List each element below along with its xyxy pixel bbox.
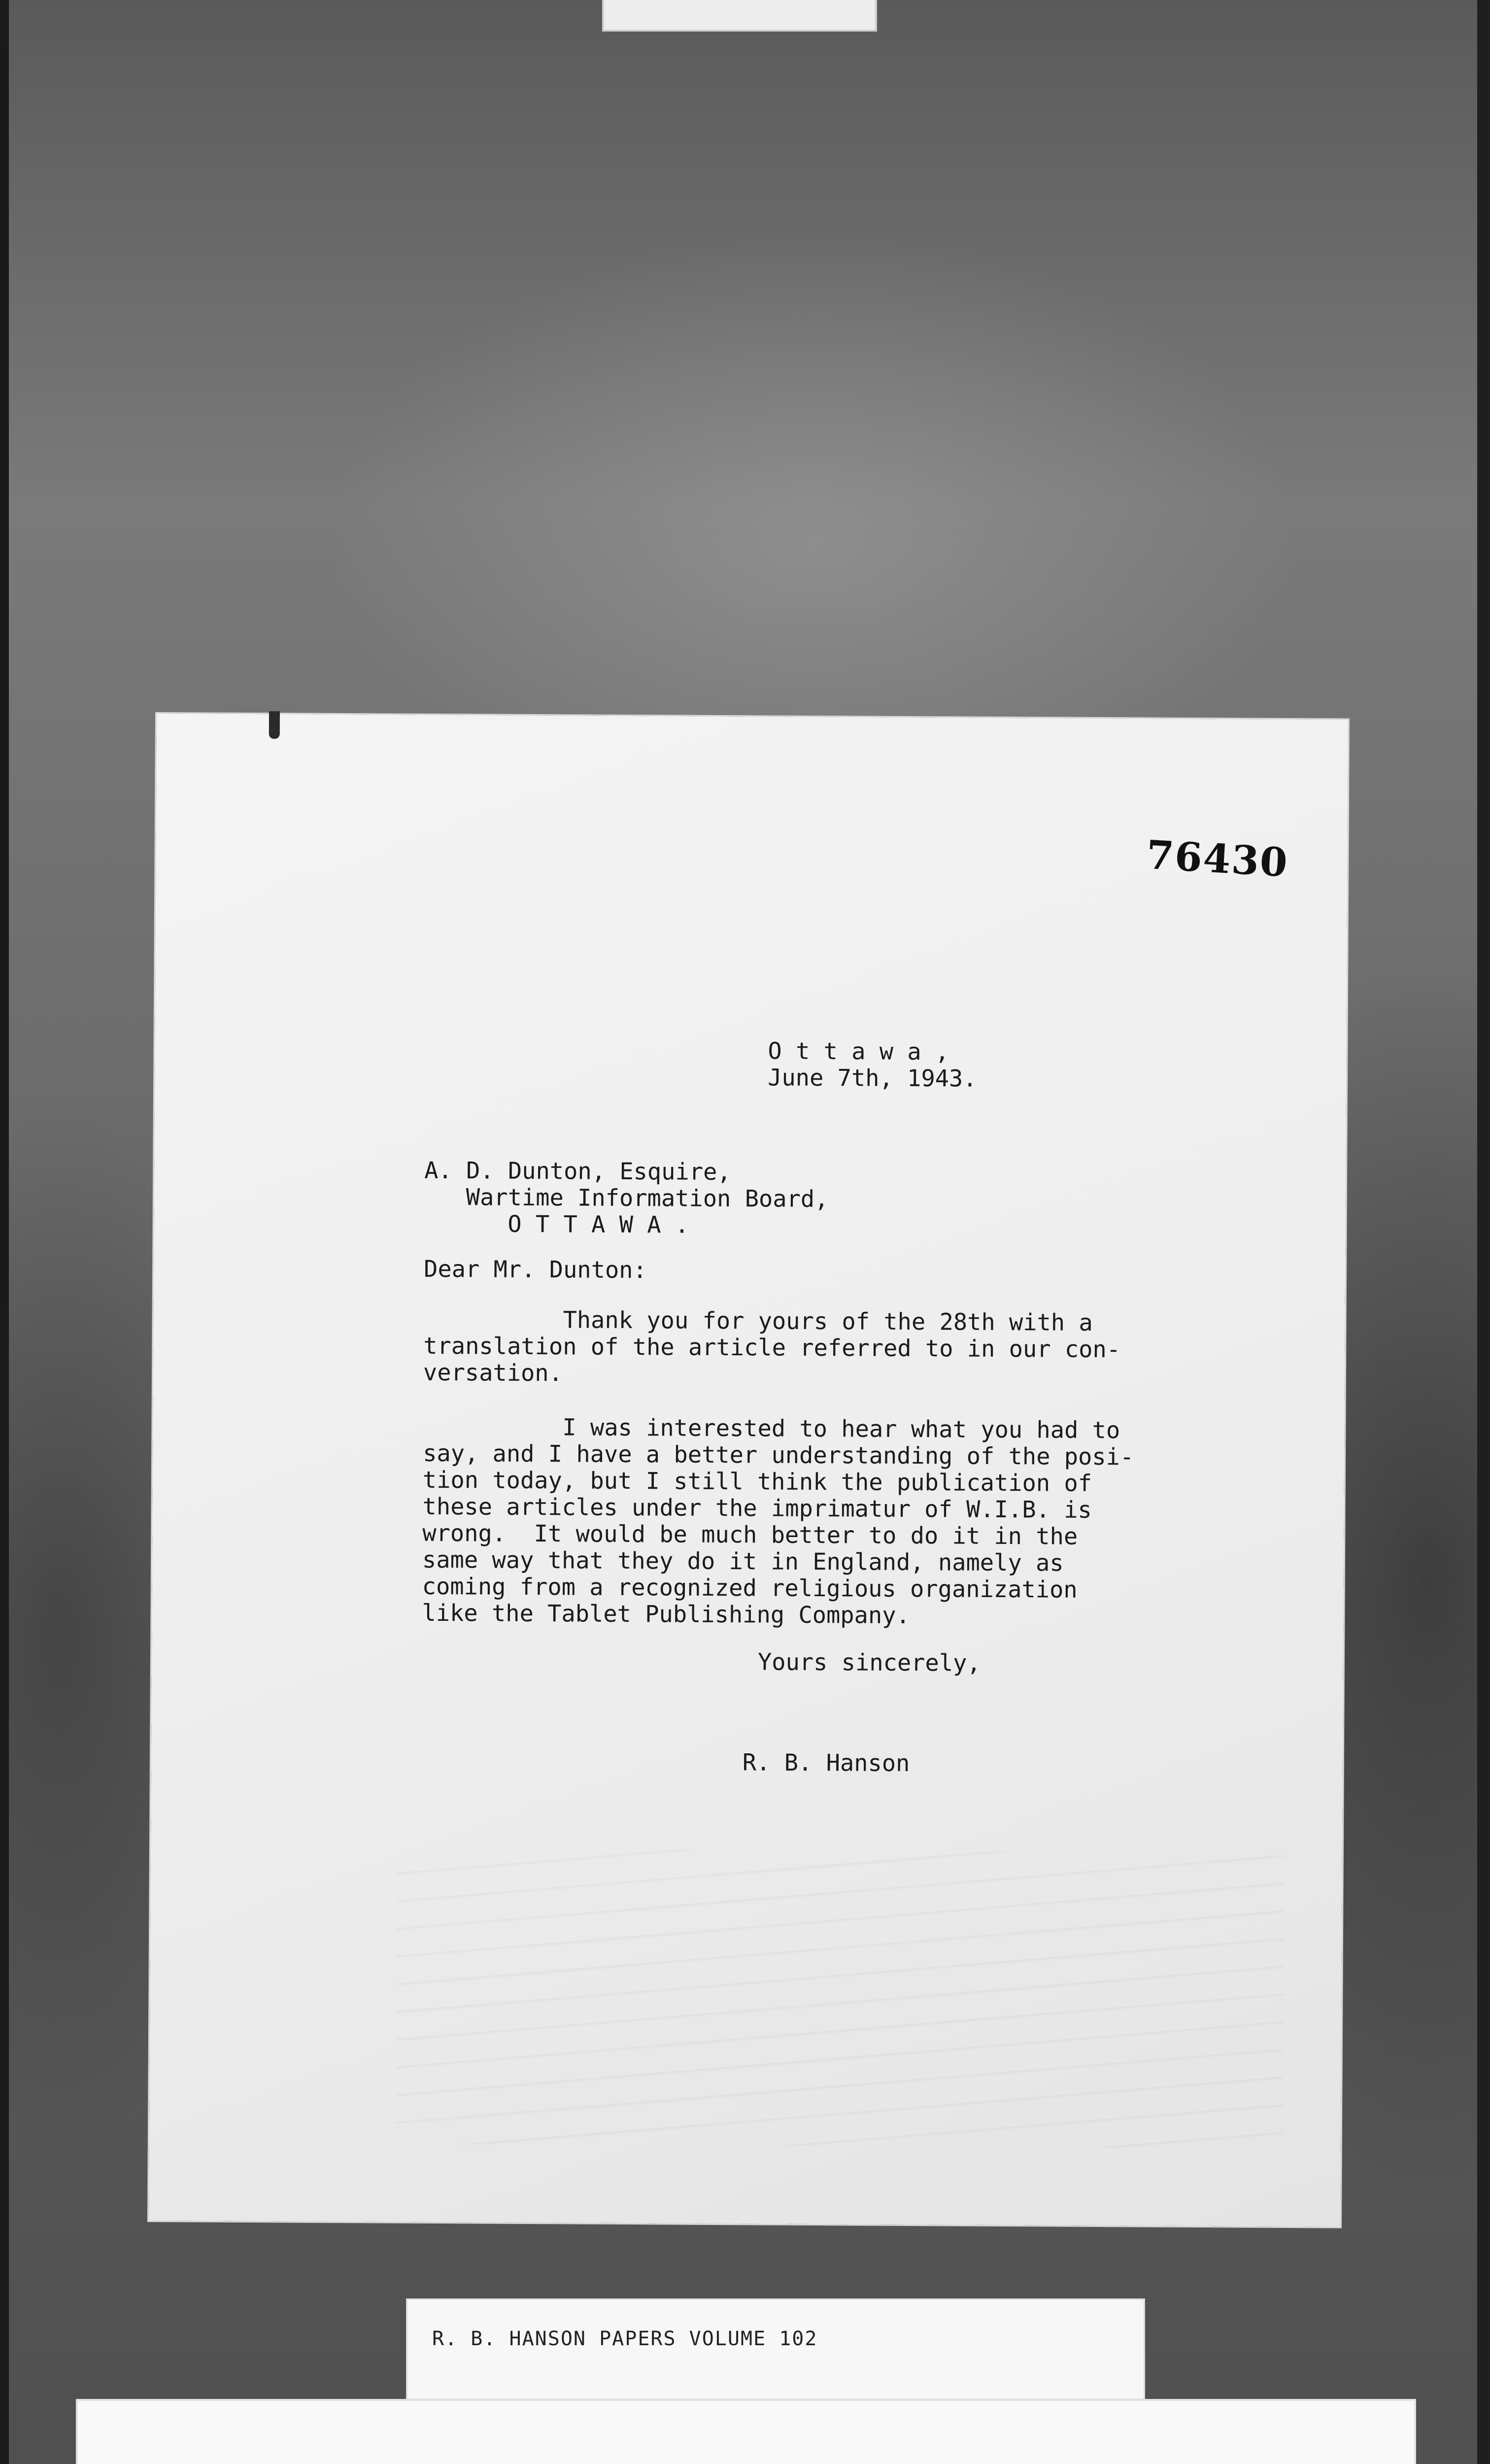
closing: Yours sincerely, bbox=[757, 1648, 981, 1677]
series-label-text: R. B. HANSON PAPERS VOLUME 102 bbox=[432, 2327, 818, 2350]
film-edge-right bbox=[1477, 0, 1490, 2464]
show-through-texture bbox=[396, 1848, 1284, 2149]
signature: R. B. Hanson bbox=[742, 1749, 910, 1778]
staple-notch bbox=[269, 711, 280, 739]
top-mount-tab bbox=[602, 0, 877, 32]
archive-identification-card bbox=[76, 2399, 1416, 2464]
body-paragraph-2: I was interested to hear what you had to say, and I have a better understanding of the posi- tion today, but I still think the publication of these articles under the imprimatur of W.I.B. is wrong. It would be much better to do it in the same way that they do it in England, namely as coming from a recognized religious organization like the Tablet Publishing Company. bbox=[422, 1413, 1134, 1630]
recipient-address: A. D. Dunton, Esquire, Wartime Information Board, O T T A W A . bbox=[424, 1157, 829, 1239]
document-number-stamp: 76430 bbox=[1145, 831, 1290, 886]
series-label-card bbox=[406, 2298, 1145, 2400]
body-paragraph-1: Thank you for yours of the 28th with a translation of the article referred to in our con- versation. bbox=[423, 1305, 1121, 1387]
film-edge-left bbox=[0, 0, 9, 2464]
letter-page bbox=[149, 714, 1348, 2227]
dateline: O t t a w a , June 7th, 1943. bbox=[768, 1037, 977, 1093]
salutation: Dear Mr. Dunton: bbox=[423, 1255, 647, 1284]
